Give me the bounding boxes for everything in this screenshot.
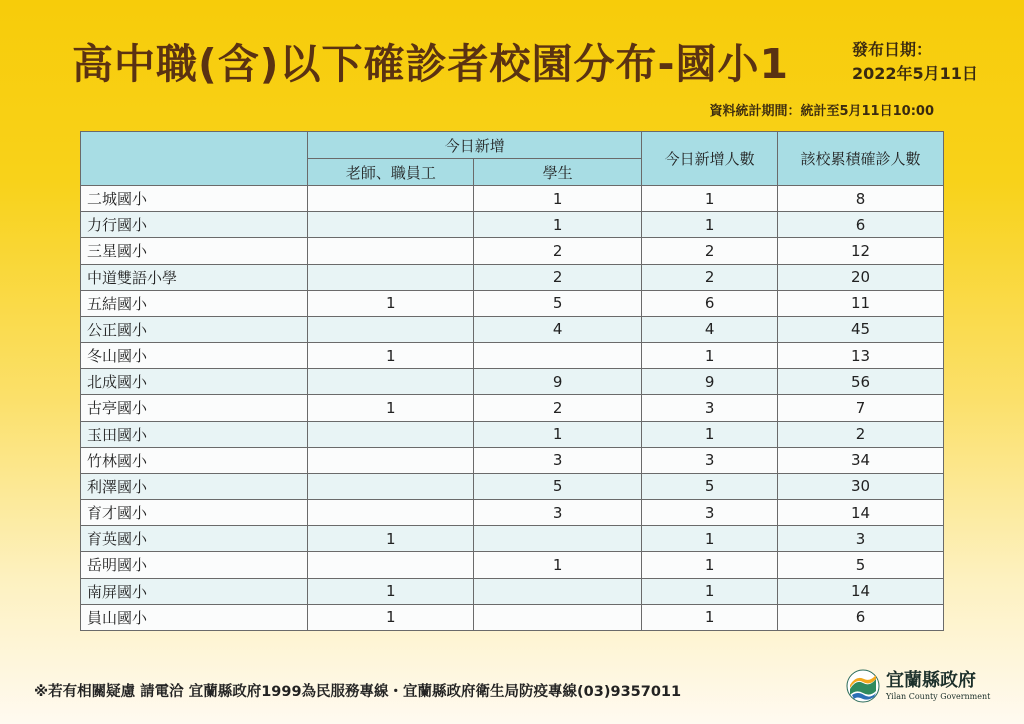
student-count-cell: 5 bbox=[474, 290, 642, 316]
table-row bbox=[81, 186, 944, 212]
yilan-government-emblem-icon bbox=[846, 669, 880, 703]
today-total-cell: 2 bbox=[642, 264, 778, 290]
student-count-cell: 1 bbox=[474, 552, 642, 578]
student-count-cell bbox=[474, 526, 642, 552]
teacher-count-cell: 1 bbox=[308, 578, 474, 604]
today-total-cell: 3 bbox=[642, 500, 778, 526]
today-total-cell: 1 bbox=[642, 421, 778, 447]
page-title: 高中職(含)以下確診者校園分布-國小1 bbox=[72, 40, 790, 88]
student-count-cell bbox=[474, 604, 642, 630]
cumulative-cell: 14 bbox=[778, 500, 944, 526]
cumulative-cell: 13 bbox=[778, 343, 944, 369]
cumulative-cell: 5 bbox=[778, 552, 944, 578]
student-count-cell bbox=[474, 343, 642, 369]
cumulative-cell: 6 bbox=[778, 212, 944, 238]
cumulative-cell: 12 bbox=[778, 238, 944, 264]
header-student: 學生 bbox=[474, 159, 642, 186]
teacher-count-cell: 1 bbox=[308, 526, 474, 552]
today-total-cell: 3 bbox=[642, 447, 778, 473]
table-row bbox=[81, 500, 944, 526]
cumulative-cell: 7 bbox=[778, 395, 944, 421]
school-cell: 員山國小 bbox=[81, 604, 308, 630]
cumulative-cell: 11 bbox=[778, 290, 944, 316]
contact-note: ※若有相關疑慮 請電洽 宜蘭縣政府1999為民服務專線・宜蘭縣政府衛生局防疫專線(03)9357011 bbox=[34, 684, 682, 700]
today-total-cell: 1 bbox=[642, 526, 778, 552]
today-total-cell: 2 bbox=[642, 238, 778, 264]
table-row bbox=[81, 526, 944, 552]
school-cell: 五結國小 bbox=[81, 290, 308, 316]
header-today-new-group: 今日新增 bbox=[308, 132, 642, 159]
school-cell: 利澤國小 bbox=[81, 473, 308, 499]
cumulative-cell: 14 bbox=[778, 578, 944, 604]
school-cases-table bbox=[80, 131, 944, 631]
header-school bbox=[81, 132, 308, 186]
cumulative-cell: 8 bbox=[778, 186, 944, 212]
table-row bbox=[81, 264, 944, 290]
table-row bbox=[81, 343, 944, 369]
publish-date-value: 2022年5月11日 bbox=[852, 64, 978, 83]
school-cell: 玉田國小 bbox=[81, 421, 308, 447]
cumulative-cell: 30 bbox=[778, 473, 944, 499]
table-row bbox=[81, 369, 944, 395]
teacher-count-cell bbox=[308, 473, 474, 499]
table-body bbox=[81, 186, 944, 631]
teacher-count-cell bbox=[308, 421, 474, 447]
header-today-total: 今日新增人數 bbox=[642, 132, 778, 186]
table-row bbox=[81, 473, 944, 499]
table-row bbox=[81, 395, 944, 421]
school-cell: 北成國小 bbox=[81, 369, 308, 395]
table-row bbox=[81, 447, 944, 473]
table-row bbox=[81, 290, 944, 316]
table-row bbox=[81, 578, 944, 604]
publish-date-block bbox=[852, 38, 1012, 86]
teacher-count-cell bbox=[308, 447, 474, 473]
teacher-count-cell: 1 bbox=[308, 343, 474, 369]
teacher-count-cell bbox=[308, 552, 474, 578]
cumulative-cell: 3 bbox=[778, 526, 944, 552]
table-row bbox=[81, 604, 944, 630]
school-cell: 竹林國小 bbox=[81, 447, 308, 473]
school-cell: 力行國小 bbox=[81, 212, 308, 238]
today-total-cell: 1 bbox=[642, 186, 778, 212]
cumulative-cell: 56 bbox=[778, 369, 944, 395]
student-count-cell: 5 bbox=[474, 473, 642, 499]
student-count-cell: 9 bbox=[474, 369, 642, 395]
teacher-count-cell bbox=[308, 369, 474, 395]
table-row bbox=[81, 421, 944, 447]
student-count-cell: 2 bbox=[474, 238, 642, 264]
school-cell: 育才國小 bbox=[81, 500, 308, 526]
today-total-cell: 1 bbox=[642, 212, 778, 238]
today-total-cell: 9 bbox=[642, 369, 778, 395]
school-cell: 岳明國小 bbox=[81, 552, 308, 578]
table-row bbox=[81, 212, 944, 238]
today-total-cell: 6 bbox=[642, 290, 778, 316]
school-cell: 二城國小 bbox=[81, 186, 308, 212]
school-cell: 育英國小 bbox=[81, 526, 308, 552]
logo-english: Yilan County Government bbox=[886, 692, 991, 701]
student-count-cell: 1 bbox=[474, 421, 642, 447]
teacher-count-cell bbox=[308, 264, 474, 290]
cumulative-cell: 6 bbox=[778, 604, 944, 630]
teacher-count-cell bbox=[308, 212, 474, 238]
school-cell: 古亭國小 bbox=[81, 395, 308, 421]
today-total-cell: 1 bbox=[642, 552, 778, 578]
today-total-cell: 3 bbox=[642, 395, 778, 421]
today-total-cell: 4 bbox=[642, 316, 778, 342]
publish-date-label: 發布日期： bbox=[852, 40, 933, 59]
today-total-cell: 1 bbox=[642, 343, 778, 369]
student-count-cell bbox=[474, 578, 642, 604]
today-total-cell: 1 bbox=[642, 578, 778, 604]
cumulative-cell: 45 bbox=[778, 316, 944, 342]
today-total-cell: 5 bbox=[642, 473, 778, 499]
student-count-cell: 2 bbox=[474, 395, 642, 421]
teacher-count-cell: 1 bbox=[308, 395, 474, 421]
header-cumulative: 該校累積確診人數 bbox=[778, 132, 944, 186]
student-count-cell: 3 bbox=[474, 447, 642, 473]
today-total-cell: 1 bbox=[642, 604, 778, 630]
teacher-count-cell bbox=[308, 500, 474, 526]
table-row bbox=[81, 552, 944, 578]
school-cell: 公正國小 bbox=[81, 316, 308, 342]
teacher-count-cell bbox=[308, 316, 474, 342]
table-row bbox=[81, 238, 944, 264]
teacher-count-cell bbox=[308, 186, 474, 212]
student-count-cell: 1 bbox=[474, 212, 642, 238]
header-teacher: 老師、職員工 bbox=[308, 159, 474, 186]
student-count-cell: 4 bbox=[474, 316, 642, 342]
government-logo bbox=[846, 664, 996, 708]
logo-name: 宜蘭縣政府 bbox=[886, 670, 976, 691]
school-cell: 中道雙語小學 bbox=[81, 264, 308, 290]
student-count-cell: 1 bbox=[474, 186, 642, 212]
cumulative-cell: 2 bbox=[778, 421, 944, 447]
school-cell: 冬山國小 bbox=[81, 343, 308, 369]
teacher-count-cell: 1 bbox=[308, 604, 474, 630]
school-cell: 南屏國小 bbox=[81, 578, 308, 604]
cumulative-cell: 20 bbox=[778, 264, 944, 290]
cumulative-cell: 34 bbox=[778, 447, 944, 473]
table-row bbox=[81, 316, 944, 342]
stat-period: 資料統計期間：統計至5月11日10:00 bbox=[709, 104, 934, 119]
teacher-count-cell: 1 bbox=[308, 290, 474, 316]
school-cell: 三星國小 bbox=[81, 238, 308, 264]
teacher-count-cell bbox=[308, 238, 474, 264]
student-count-cell: 3 bbox=[474, 500, 642, 526]
student-count-cell: 2 bbox=[474, 264, 642, 290]
